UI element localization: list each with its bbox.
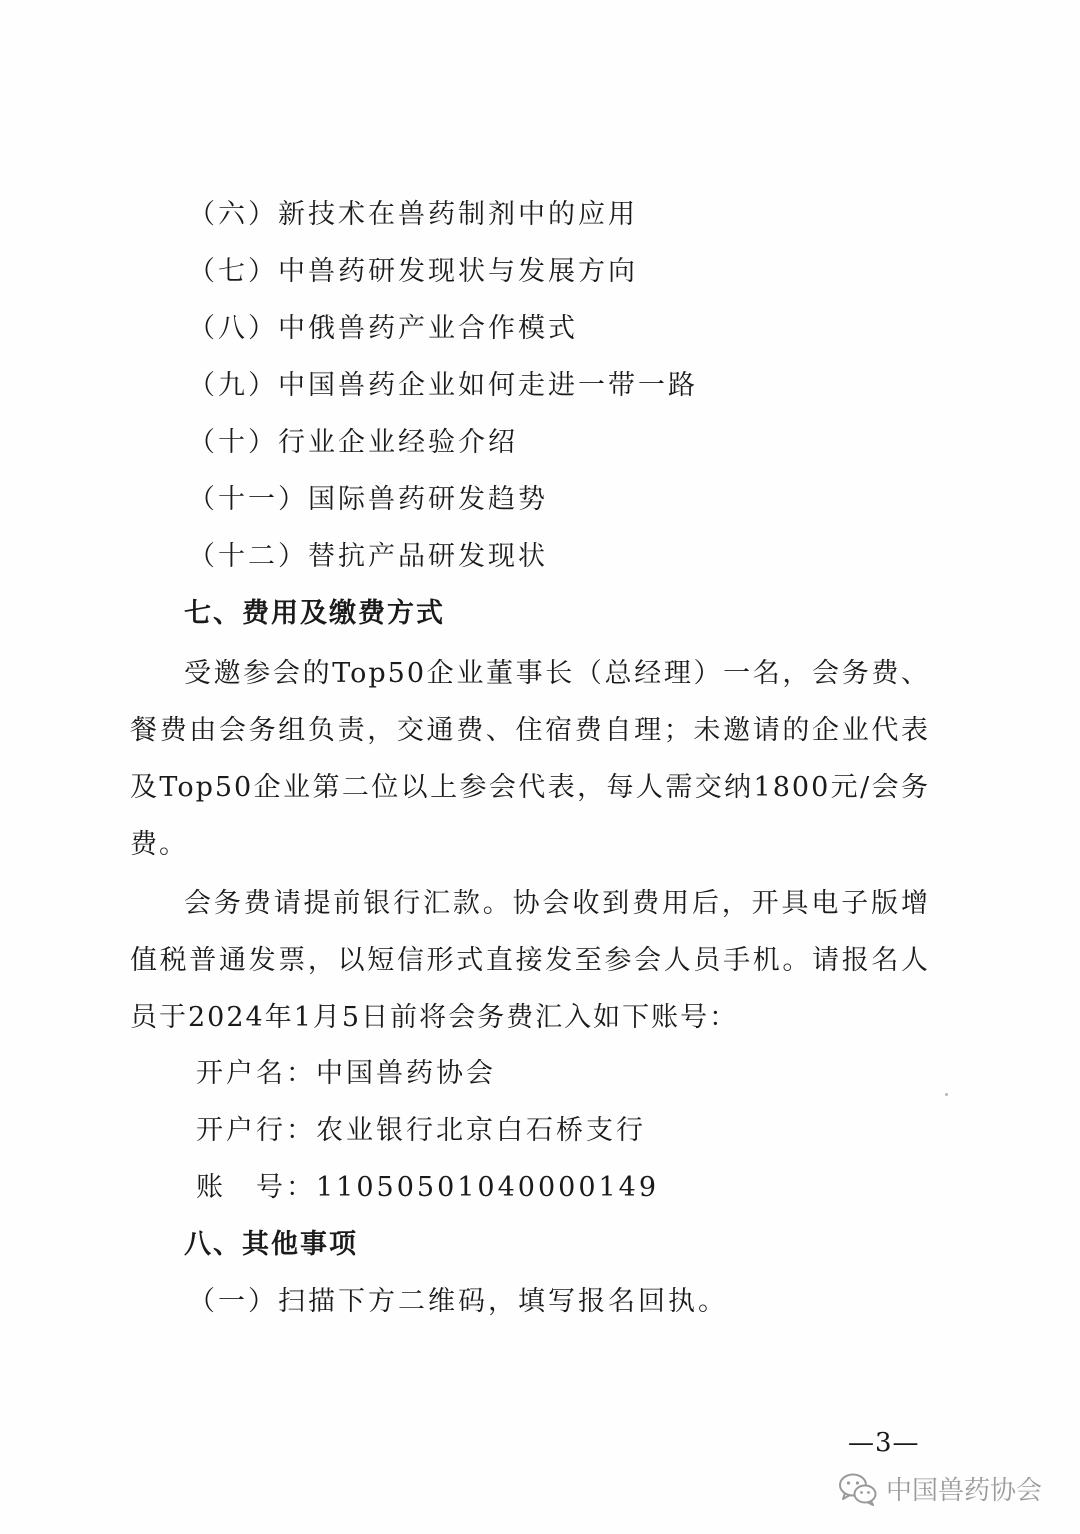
list-item-6: （六）新技术在兽药制剂中的应用 [188, 199, 638, 230]
scan-speck [945, 1093, 948, 1096]
bank-name: 开户行：农业银行北京白石桥支行 [196, 1115, 646, 1146]
watermark-text: 中国兽药协会 [886, 1476, 1043, 1506]
payment-paragraph: 会务费请提前银行汇款。协会收到费用后，开具电子版增值税普通发票，以短信形式直接发至参会人员手机。请报名人员于2024年1月5日前将会务费汇入如下账号： [130, 888, 930, 1033]
other-item-1: （一）扫描下方二维码，填写报名回执。 [188, 1286, 728, 1317]
watermark [838, 1470, 1042, 1507]
list-item-12: （十二）替抗产品研发现状 [188, 541, 548, 572]
section-heading-fees: 七、费用及缴费方式 [184, 598, 445, 629]
account-name: 开户名：中国兽药协会 [196, 1058, 496, 1089]
account-number: 账 号：11050501040000149 [196, 1172, 660, 1203]
section-heading-other: 八、其他事项 [184, 1229, 358, 1260]
list-item-11: （十一）国际兽药研发趋势 [188, 484, 548, 515]
page-number: —3— [848, 1428, 920, 1458]
list-item-9: （九）中国兽药企业如何走进一带一路 [188, 370, 698, 401]
list-item-8: （八）中俄兽药产业合作模式 [188, 313, 578, 344]
fees-paragraph: 受邀参会的Top50企业董事长（总经理）一名，会务费、餐费由会务组负责，交通费、住宿费自理；未邀请的企业代表及Top50企业第二位以上参会代表，每人需交纳1800元/会务费。 [130, 658, 930, 860]
list-item-7: （七）中兽药研发现状与发展方向 [188, 256, 638, 287]
wechat-icon [838, 1472, 878, 1506]
list-item-10: （十）行业企业经验介绍 [188, 427, 518, 458]
